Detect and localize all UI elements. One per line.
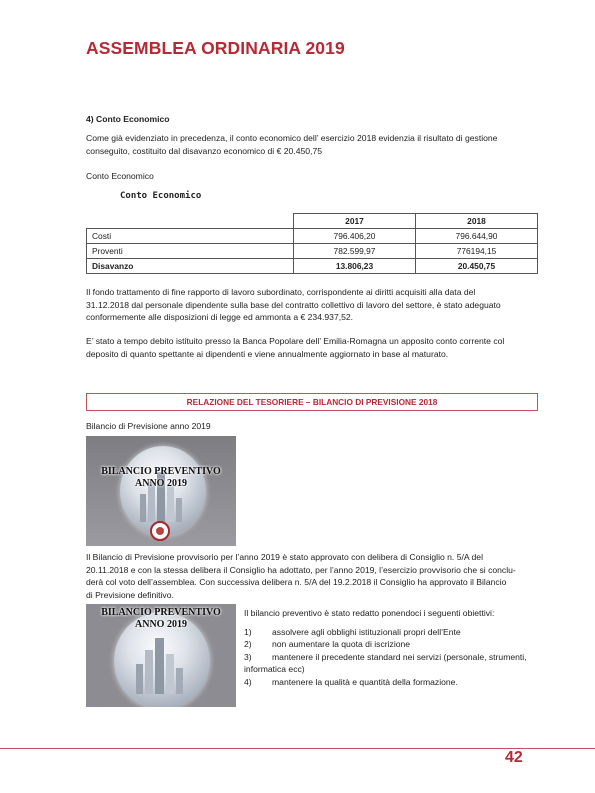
intro-line: conseguito, costituito dal disavanzo economico di € 20.450,75 bbox=[86, 145, 323, 156]
cell-2018: 20.450,75 bbox=[416, 259, 538, 274]
bilancio-line: di Previsione definitivo. bbox=[86, 589, 174, 600]
bank-line: deposito di quanto spettante ai dipendenti e viene annualmente aggiornato in base al maturato. bbox=[86, 348, 449, 359]
page-header-title: ASSEMBLEA ORDINARIA 2019 bbox=[86, 38, 345, 58]
table-row-disavanzo bbox=[87, 259, 538, 274]
column-header-2018: 2018 bbox=[416, 214, 538, 229]
bilancio-line: Il Bilancio di Previsione provvisorio per l’anno 2019 è stato approvato con delibera di Consiglio n. 5/A del bbox=[86, 552, 483, 562]
tfr-line: Il fondo trattamento di fine rapporto di lavoro subordinato, corrispondente ai diritti acquisiti alla data del bbox=[86, 287, 476, 297]
list-item bbox=[244, 638, 544, 651]
conto-economico-table bbox=[86, 213, 538, 274]
objectives-intro: Il bilancio preventivo è stato redatto ponendoci i seguenti obiettivi: bbox=[244, 608, 495, 618]
bilancio-label: Bilancio di Previsione anno 2019 bbox=[86, 421, 211, 431]
image2-title-line: ANNO 2019 bbox=[135, 619, 187, 630]
cell-2017: 796.406,20 bbox=[294, 229, 416, 244]
list-item-number: 1) bbox=[244, 626, 252, 637]
list-item bbox=[244, 676, 544, 689]
cell-2018: 776194,15 bbox=[416, 244, 538, 259]
bilancio-paragraph bbox=[86, 551, 546, 601]
conto-economico-label: Conto Economico bbox=[86, 171, 154, 181]
bank-line: E’ stato a tempo debito istituito presso la Banca Popolare dell’ Emilia-Romagna un apposito conto corrente col bbox=[86, 336, 505, 346]
cell-2017: 782.599,97 bbox=[294, 244, 416, 259]
cell-2017: 13.806,23 bbox=[294, 259, 416, 274]
image1-title bbox=[86, 466, 236, 490]
bank-paragraph bbox=[86, 335, 546, 360]
cell-2018: 796.644,90 bbox=[416, 229, 538, 244]
table-header-row bbox=[87, 214, 538, 229]
row-label: Disavanzo bbox=[87, 259, 294, 274]
tfr-line: conformemente alle disposizioni di legge ed ammonta a € 234.937,52. bbox=[86, 312, 354, 323]
section-heading: 4) Conto Economico bbox=[86, 114, 170, 124]
bilancio-preventivo-image bbox=[86, 436, 236, 546]
tfr-paragraph bbox=[86, 286, 546, 324]
bilancio-line: 20.11.2018 e con la stessa delibera il Consiglio ha adottato, per l’anno 2019, l’esercizio provvisorio che si conclu- bbox=[86, 564, 516, 575]
city-graphic bbox=[134, 630, 190, 696]
table-row-costi bbox=[87, 229, 538, 244]
image1-title-line: ANNO 2019 bbox=[135, 478, 187, 489]
list-item-number: 3) bbox=[244, 651, 252, 662]
bilancio-preventivo-image-2 bbox=[86, 604, 236, 707]
list-item-text: assolvere agli obblighi istituzionali propri dell’Ente bbox=[272, 626, 461, 637]
intro-line: Come già evidenziato in precedenza, il conto economico dell’ esercizio 2018 evidenzia il risultato di gestione bbox=[86, 133, 498, 143]
row-label: Proventi bbox=[87, 244, 294, 259]
list-item-number: 4) bbox=[244, 676, 252, 687]
list-item-number: 2) bbox=[244, 639, 252, 650]
list-item-text: mantenere la qualità e quantità della formazione. bbox=[272, 676, 458, 687]
row-label: Costi bbox=[87, 229, 294, 244]
table-title: Conto Economico bbox=[120, 191, 202, 201]
list-item bbox=[244, 651, 544, 676]
table-row-proventi bbox=[87, 244, 538, 259]
image1-title-line: BILANCIO PREVENTIVO bbox=[101, 466, 221, 477]
column-header-2017: 2017 bbox=[294, 214, 416, 229]
section-banner: RELAZIONE DEL TESORIERE – BILANCIO DI PREVISIONE 2018 bbox=[86, 393, 538, 411]
page-number: 42 bbox=[505, 749, 523, 766]
image2-title bbox=[86, 607, 236, 631]
intro-paragraph bbox=[86, 132, 546, 157]
list-item-text: non aumentare la quota di iscrizione bbox=[272, 639, 411, 650]
seal-logo bbox=[150, 521, 170, 541]
list-item-text: mantenere il precedente standard nei servizi (personale, strumenti, informatica ecc) bbox=[244, 651, 527, 675]
table-header-empty bbox=[87, 214, 294, 229]
objectives-list bbox=[244, 607, 544, 689]
tfr-line: 31.12.2018 dal personale dipendente sulla base del contratto collettivo di lavoro del settore, è stato adeguato bbox=[86, 299, 501, 310]
list-item bbox=[244, 626, 544, 639]
image2-title-line: BILANCIO PREVENTIVO bbox=[101, 607, 221, 618]
bilancio-line: derà col voto dell’assemblea. Con successiva delibera n. 5/A del 19.2.2018 il Consiglio ha approvato il Bilancio bbox=[86, 577, 507, 588]
